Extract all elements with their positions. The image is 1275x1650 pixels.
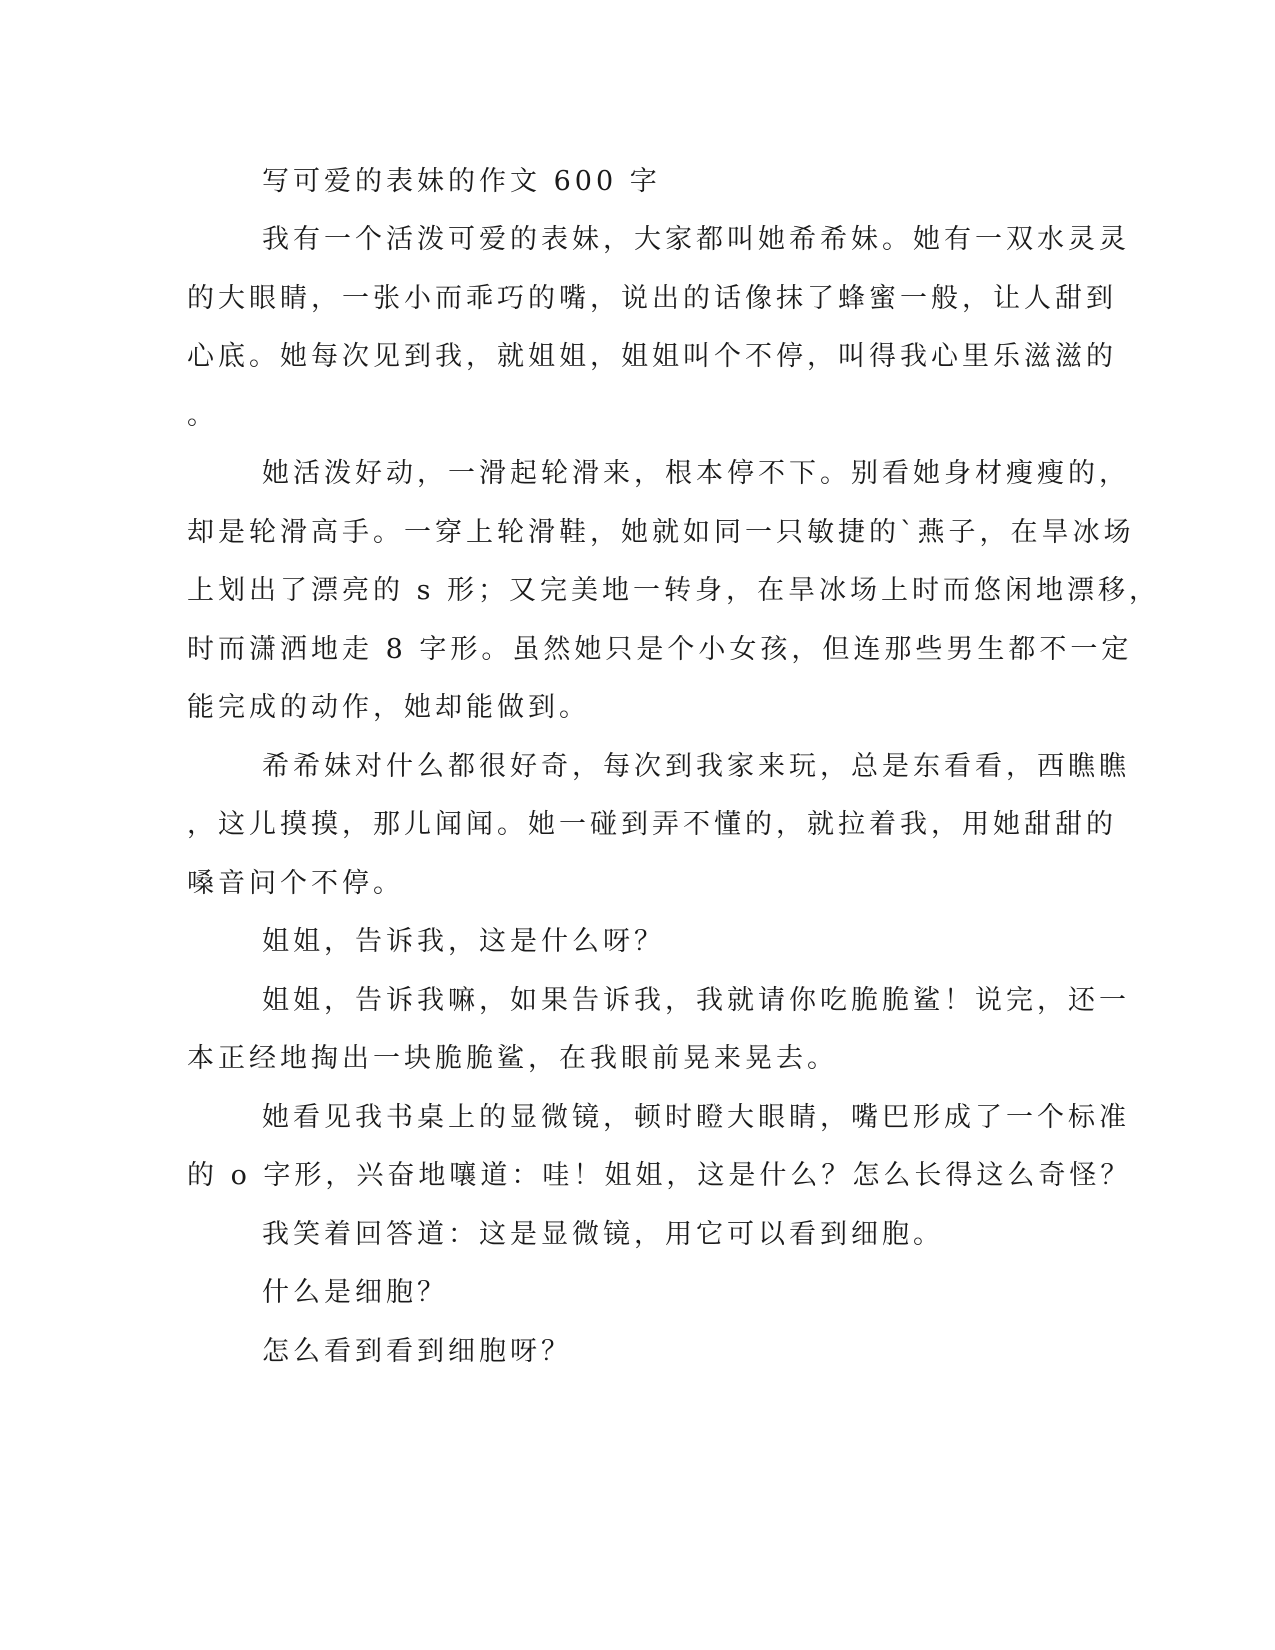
text-line: 的大眼睛，一张小而乖巧的嘴，说出的话像抹了蜂蜜一般，让人甜到	[187, 283, 1117, 314]
document-title: 写可爱的表妹的作文 600 字	[262, 166, 661, 197]
text-line: 上划出了漂亮的 s 形；又完美地一转身，在旱冰场上时而悠闲地漂移，	[187, 575, 1161, 606]
text-line: 能完成的动作，她却能做到。	[187, 692, 590, 723]
text-line: 怎么看到看到细胞呀？	[262, 1336, 572, 1367]
text-line: 嗓音问个不停。	[187, 868, 404, 899]
text-line: 什么是细胞？	[262, 1277, 448, 1308]
text-line: 。	[187, 400, 218, 431]
text-line: 时而潇洒地走 8 字形。虽然她只是个小女孩，但连那些男生都不一定	[187, 634, 1133, 665]
text-line: 的 o 字形，兴奋地嚷道：哇！姐姐，这是什么？怎么长得这么奇怪？	[187, 1160, 1132, 1191]
text-line: 她看见我书桌上的显微镜，顿时瞪大眼睛，嘴巴形成了一个标准	[262, 1102, 1130, 1133]
text-line: ，这儿摸摸，那儿闻闻。她一碰到弄不懂的，就拉着我，用她甜甜的	[187, 809, 1117, 840]
text-line: 她活泼好动，一滑起轮滑来，根本停不下。别看她身材瘦瘦的，	[262, 458, 1130, 489]
text-line: 心底。她每次见到我，就姐姐，姐姐叫个不停，叫得我心里乐滋滋的	[187, 341, 1117, 372]
text-line: 姐姐，告诉我，这是什么呀？	[262, 926, 665, 957]
text-line: 我有一个活泼可爱的表妹，大家都叫她希希妹。她有一双水灵灵	[262, 224, 1130, 255]
text-line: 却是轮滑高手。一穿上轮滑鞋，她就如同一只敏捷的`燕子，在旱冰场	[187, 517, 1135, 548]
text-line: 本正经地掏出一块脆脆鲨，在我眼前晃来晃去。	[187, 1043, 838, 1074]
text-line: 希希妹对什么都很好奇，每次到我家来玩，总是东看看，西瞧瞧	[262, 751, 1130, 782]
text-line: 我笑着回答道：这是显微镜，用它可以看到细胞。	[262, 1219, 944, 1250]
text-line: 姐姐，告诉我嘛，如果告诉我，我就请你吃脆脆鲨！说完，还一	[262, 985, 1130, 1016]
